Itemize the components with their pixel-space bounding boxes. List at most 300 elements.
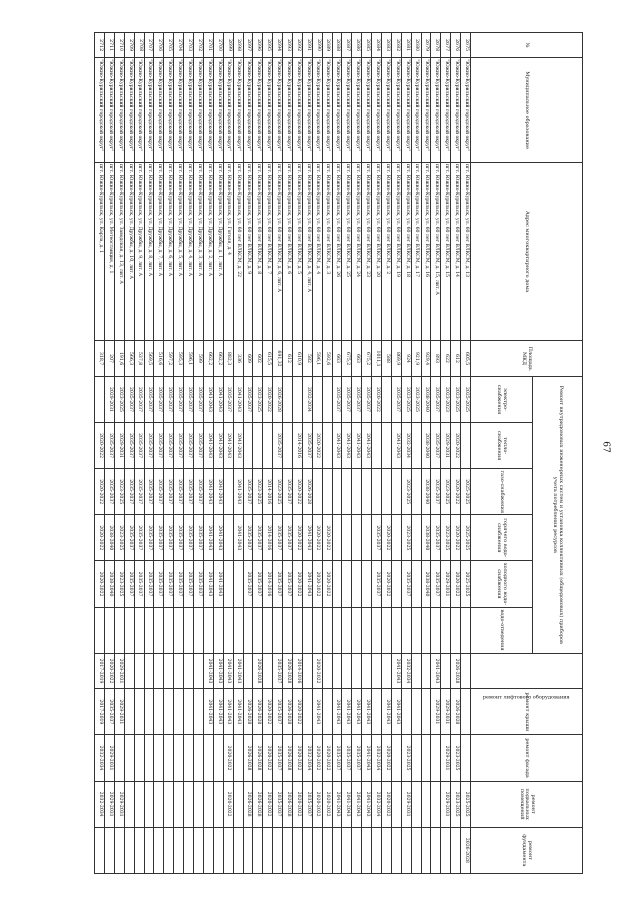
table-cell: 2026-2028 (253, 653, 263, 689)
table-cell (164, 781, 174, 827)
table-cell (124, 607, 134, 653)
table-cell: 2020-2022 (223, 735, 233, 781)
table-row (95, 33, 105, 874)
table-cell: 2026-2028 (243, 735, 253, 781)
table-cell (124, 827, 134, 873)
table-cell (95, 827, 105, 873)
table-cell: 2041-2043 (342, 781, 352, 827)
table-cell: 2025-2025 (461, 561, 471, 607)
table-cell (362, 515, 372, 561)
table-cell (312, 376, 322, 422)
table-cell: "Южно-Курильский городской округ" (223, 58, 233, 163)
table-cell: 2020-2022 (95, 515, 105, 561)
table-cell: 2038-2040 (421, 423, 431, 469)
table-cell: 2035-2037 (194, 469, 204, 515)
table-cell: 2035-2037 (134, 469, 144, 515)
table-cell: 2041-2043 (381, 689, 391, 735)
table-cell: пгт. Южно-Курильск, ул. Дружбы, д. 9, лит. А (134, 163, 144, 341)
table-cell (391, 561, 401, 607)
table-cell (194, 653, 204, 689)
table-cell: 2035-2037 (184, 515, 194, 561)
table-cell (461, 689, 471, 735)
table-cell (342, 827, 352, 873)
table-row (312, 33, 322, 874)
table-cell: 2023-2025 (114, 515, 124, 561)
table-cell (223, 469, 233, 515)
table-cell: 2035-2037 (174, 469, 184, 515)
table-cell (174, 827, 184, 873)
table-cell: "Южно-Курильский городской округ" (253, 58, 263, 163)
table-cell: 2025-2025 (461, 781, 471, 827)
table-cell (164, 689, 174, 735)
table-cell: 2682 (391, 33, 401, 58)
table-cell: 2029-2031 (441, 689, 451, 735)
table-cell: 663 (352, 341, 362, 377)
table-cell: 2023-2025 (451, 376, 461, 422)
header-heat: тепло-снабжения (471, 423, 533, 469)
table-cell: пгт. Южно-Курильск, ул. 60 лет ВЛКСМ, д. 7 (263, 163, 273, 341)
table-cell: 2023-2025 (114, 376, 124, 422)
table-cell: пгт. Южно-Курильск, ул. Метеостанция, д. 1 (105, 163, 115, 341)
table-cell: 2035-2037 (273, 689, 283, 735)
table-cell: 2035-2037 (134, 561, 144, 607)
table-cell: "Южно-Курильский городской округ" (144, 58, 154, 163)
table-cell: 2035-2037 (431, 469, 441, 515)
table-cell (124, 735, 134, 781)
table-cell: 675,2 (342, 341, 352, 377)
table-cell (164, 827, 174, 873)
table-cell (164, 653, 174, 689)
table-cell: 2041-2043 (233, 653, 243, 689)
table-cell: пгт. Южно-Курильск, ул. 60 лет ВЛКСМ, д. 19 (391, 163, 401, 341)
table-cell: 2035-2037 (273, 735, 283, 781)
table-cell: 2035-2037 (273, 515, 283, 561)
table-cell (391, 735, 401, 781)
table-cell: 2703 (184, 33, 194, 58)
table-cell: 2023-2025 (451, 781, 461, 827)
table-cell: 2041-2043 (352, 423, 362, 469)
table-cell: 2026-2028 (253, 781, 263, 827)
table-cell: 2035-2037 (283, 469, 293, 515)
table-cell: "Южно-Курильский городской округ" (362, 58, 372, 163)
table-cell (233, 827, 243, 873)
table-cell (302, 653, 312, 689)
table-cell (441, 607, 451, 653)
table-cell: "Южно-Курильский городской округ" (302, 58, 312, 163)
table-cell: 2023-2025 (451, 735, 461, 781)
table-row (243, 33, 253, 874)
table-cell: 2032-2034 (302, 735, 312, 781)
table-cell: 2035-2037 (164, 515, 174, 561)
table-cell: 2041-2043 (203, 469, 213, 515)
table-cell (174, 653, 184, 689)
table-cell: 2020-2022 (381, 735, 391, 781)
table-cell (381, 827, 391, 873)
table-cell: "Южно-Курильский городской округ" (213, 58, 223, 163)
table-cell (194, 735, 204, 781)
table-cell (352, 469, 362, 515)
table-cell: 2038-2040 (421, 515, 431, 561)
table-cell (174, 781, 184, 827)
table-cell: 2035-2037 (243, 376, 253, 422)
table-row (431, 33, 441, 874)
table-cell: "Южно-Курильский городской округ" (312, 58, 322, 163)
header-address: Адрес многоквартирного дома (471, 163, 583, 341)
table-cell (322, 653, 332, 689)
table-cell: 2029-2031 (401, 781, 411, 827)
table-cell (381, 423, 391, 469)
table-cell: 2035-2037 (431, 376, 441, 422)
table-cell: 2032-2034 (401, 653, 411, 689)
table-cell: 2014-2016 (292, 653, 302, 689)
table-cell (243, 607, 253, 653)
table-cell (184, 827, 194, 873)
table-cell (461, 607, 471, 653)
table-cell (391, 469, 401, 515)
table-cell: 336 (233, 341, 243, 377)
table-cell: 2035-2037 (144, 469, 154, 515)
table-cell: 2693 (283, 33, 293, 58)
table-cell: 2041-2043 (362, 735, 372, 781)
table-cell: 2696 (253, 33, 263, 58)
table-cell (154, 735, 164, 781)
table-cell (263, 423, 273, 469)
table-cell: 2020-2022 (312, 781, 322, 827)
table-cell (312, 469, 322, 515)
table-cell: 2035-2037 (134, 376, 144, 422)
table-cell: "Южно-Курильский городской округ" (174, 58, 184, 163)
table-cell: 2035-2037 (164, 376, 174, 422)
table-cell: 2035-2037 (144, 376, 154, 422)
table-cell: 662,2 (203, 341, 213, 377)
table-row (184, 33, 194, 874)
table-cell: пгт. Южно-Курильск, ул. 60 лет ВЛКСМ, д. 8 (253, 163, 263, 341)
table-row (441, 33, 451, 874)
table-cell: 2032-2034 (95, 781, 105, 827)
table-cell: 2020-2022 (292, 515, 302, 561)
table-cell: 2035-2037 (372, 561, 382, 607)
table-cell: 2035-2037 (342, 735, 352, 781)
table-cell (342, 653, 352, 689)
table-cell: пгт. Южно-Курильск, ул. 60 лет ВЛКСМ, д. 3 (322, 163, 332, 341)
table-cell (302, 689, 312, 735)
table-cell (302, 827, 312, 873)
header-facade: ремонт фасада (471, 735, 583, 781)
table-cell: 615,5 (263, 341, 273, 377)
table-cell: 2032-2034 (95, 735, 105, 781)
table-cell: 2029-2031 (114, 423, 124, 469)
table-cell: 2023-2023 (441, 376, 451, 422)
table-cell: пгт. Южно-Курильск, ул. Дружбы, д. 6, лит. А (164, 163, 174, 341)
table-cell (134, 781, 144, 827)
table-cell: 2025-2025 (461, 376, 471, 422)
table-cell (154, 653, 164, 689)
table-cell: 2025-2025 (461, 515, 471, 561)
table-cell (322, 469, 332, 515)
table-cell: 2035-2037 (431, 423, 441, 469)
table-cell: 2029-2031 (105, 376, 115, 422)
table-cell: 2041-2043 (332, 423, 342, 469)
table-cell: 2689 (322, 33, 332, 58)
table-cell: 2035-2037 (283, 515, 293, 561)
table-cell (421, 827, 431, 873)
table-cell (352, 827, 362, 873)
table-cell (391, 607, 401, 653)
table-cell: пгт. Южно-Курильск, ул. Дружбы, д. 7, лит. А (154, 163, 164, 341)
table-cell: 2020-2022 (451, 469, 461, 515)
table-cell: 2020-2022 (263, 781, 273, 827)
header-repair-networks: Ремонт внутридомовых инженерных систем и установка коллективных (общедомовых) приборов учета потребления ресурсов (533, 376, 583, 653)
page-number: 67 (600, 441, 611, 453)
table-cell: 2035-2037 (391, 376, 401, 422)
table-cell: 2026-2028 (273, 376, 283, 422)
table-cell: "Южно-Курильский городской округ" (273, 58, 283, 163)
table-cell (401, 607, 411, 653)
table-cell (184, 735, 194, 781)
table-cell: пгт. Южно-Курильск, ул. 60 лет ВЛКСМ, д. 15, лит. А (431, 163, 441, 341)
table-cell: 2041-2043 (391, 423, 401, 469)
table-cell: 2029-2031 (114, 781, 124, 827)
table-cell: "Южно-Курильский городской округ" (461, 58, 471, 163)
table-cell: 537,8 (134, 341, 144, 377)
table-cell: 2035-2037 (105, 423, 115, 469)
table-cell (342, 561, 352, 607)
table-cell (203, 735, 213, 781)
table-cell: 2032-2034 (372, 735, 382, 781)
table-cell (362, 653, 372, 689)
table-cell (322, 423, 332, 469)
table-cell (411, 735, 421, 781)
table-cell (283, 423, 293, 469)
table-cell: пгт. Южно-Курильск, ул. Дружбы, д. 5, лит. А (174, 163, 184, 341)
table-cell (411, 607, 421, 653)
table-cell: 2038-2040 (421, 561, 431, 607)
table-cell: 2683 (381, 33, 391, 58)
table-cell (184, 653, 194, 689)
table-cell: 2041-2043 (213, 689, 223, 735)
table-cell: 2035-2037 (105, 689, 115, 735)
header-roof: ремонт крыши (471, 689, 583, 735)
header-hot-water: горячего водо-снабжения (471, 515, 533, 561)
table-row (401, 33, 411, 874)
table-row (223, 33, 233, 874)
table-cell (154, 689, 164, 735)
table-cell (273, 607, 283, 653)
table-cell: пгт. Южно-Курильск, ул. Дружбы, д. 3, лит. А (194, 163, 204, 341)
table-cell: 2020-2022 (292, 469, 302, 515)
table-cell: "Южно-Курильский городской округ" (322, 58, 332, 163)
table-cell (411, 689, 421, 735)
table-cell: 675,2 (362, 341, 372, 377)
table-cell: 2035-2037 (144, 423, 154, 469)
table-row (372, 33, 382, 874)
table-cell: "Южно-Курильский городской округ" (411, 58, 421, 163)
table-cell: 612 (283, 341, 293, 377)
table-cell: 2029-2031 (441, 561, 451, 607)
table-cell: 2020-2022 (322, 561, 332, 607)
table-cell (194, 689, 204, 735)
table-cell: 612 (451, 341, 461, 377)
table-cell (223, 827, 233, 873)
table-cell: 2709 (124, 33, 134, 58)
table-row (322, 33, 332, 874)
table-cell: пгт. Южно-Курильск, ул. 60 лет ВЛКСМ, д. 26 (332, 163, 342, 341)
table-cell: "Южно-Курильский городской округ" (194, 58, 204, 163)
table-cell (144, 735, 154, 781)
table-cell (243, 827, 253, 873)
table-cell: пгт. Южно-Курильск, ул. 60 лет ВЛКСМ, д. 4 (312, 163, 322, 341)
table-cell: 2020-2022 (381, 781, 391, 827)
table-cell: 2032-2034 (302, 376, 312, 422)
table-cell: 2026-2028 (302, 469, 312, 515)
table-cell: 2677 (441, 33, 451, 58)
table-cell (421, 689, 431, 735)
table-row (194, 33, 204, 874)
table-cell: 2035-2037 (154, 423, 164, 469)
table-cell (372, 607, 382, 653)
table-cell (401, 689, 411, 735)
table-cell: 2035-2037 (124, 515, 134, 561)
table-cell (431, 735, 441, 781)
table-cell (263, 653, 273, 689)
table-cell (362, 827, 372, 873)
table-cell (411, 781, 421, 827)
rotated-page (97, 32, 583, 874)
table-cell (203, 827, 213, 873)
table-cell: 2023-2025 (401, 376, 411, 422)
table-cell (134, 653, 144, 689)
table-cell: 2041-2043 (203, 653, 213, 689)
table-cell: 2035-2037 (124, 423, 134, 469)
table-cell: пгт. Южно-Курильск, ул. 60 лет ВЛКСМ, д. 25 (342, 163, 352, 341)
table-cell: 596,1 (312, 341, 322, 377)
table-cell (431, 607, 441, 653)
table-cell: 2041-2043 (223, 423, 233, 469)
table-cell: 2035-2037 (194, 515, 204, 561)
table-cell (411, 423, 421, 469)
table-cell: пгт. Южно-Курильск, ул. 60 лет ВЛКСМ, д. 16 (421, 163, 431, 341)
table-cell (411, 515, 421, 561)
table-cell: 2041-2043 (391, 689, 401, 735)
table-cell: 2041-2043 (223, 689, 233, 735)
table-cell: 2029-2031 (114, 653, 124, 689)
table-cell: пгт. Южно-Курильск, ул. 60 лет ВЛКСМ, д. 9 (243, 163, 253, 341)
table-cell: 2041-2043 (233, 469, 243, 515)
table-cell: 2035-2037 (302, 423, 312, 469)
table-cell: 2712 (95, 33, 105, 58)
table-cell (372, 469, 382, 515)
table-cell (411, 827, 421, 873)
table-cell (421, 735, 431, 781)
table-row (381, 33, 391, 874)
table-cell: 2026-2028 (451, 653, 461, 689)
table-cell: 516,6 (154, 341, 164, 377)
table-cell: 2020-2022 (322, 781, 332, 827)
table-cell: 2035-2037 (124, 561, 134, 607)
table-cell (154, 781, 164, 827)
table-cell (292, 827, 302, 873)
table-cell (381, 653, 391, 689)
table-cell (213, 827, 223, 873)
table-cell: 609 (243, 341, 253, 377)
table-cell: 2041-2043 (213, 561, 223, 607)
table-cell: 2020-2022 (263, 376, 273, 422)
table-cell (352, 653, 362, 689)
table-cell (124, 653, 134, 689)
table-row (273, 33, 283, 874)
header-basement: ремонт подвальных помещений (471, 781, 583, 827)
table-cell: 2020-2022 (292, 561, 302, 607)
table-cell: 2041-2043 (312, 689, 322, 735)
table-cell (114, 607, 124, 653)
table-cell: 2032-2034 (372, 781, 382, 827)
table-cell: 318,7 (95, 341, 105, 377)
table-cell (114, 735, 124, 781)
table-cell: 663 (332, 341, 342, 377)
table-cell: 2014-2016 (292, 423, 302, 469)
table-cell (105, 607, 115, 653)
table-cell: "Южно-Курильский городской округ" (243, 58, 253, 163)
table-cell: 599 (194, 341, 204, 377)
table-cell: 2041-2043 (203, 561, 213, 607)
table-cell: пгт. Южно-Курильск, ул. 60 лет ВЛКСМ, д. 4, лит. А (302, 163, 312, 341)
table-cell: 2023-2025 (441, 515, 451, 561)
table-cell: 2020-2022 (322, 735, 332, 781)
table-cell: 2020-2022 (312, 423, 322, 469)
table-cell: пгт. Южно-Курильск, ул. 60 лет ВЛКСМ, д. 2 (381, 163, 391, 341)
table-row (391, 33, 401, 874)
table-cell: 566,3 (124, 341, 134, 377)
table-cell: "Южно-Курильский городской округ" (391, 58, 401, 163)
table-cell: 2026-2028 (451, 689, 461, 735)
table-cell (411, 653, 421, 689)
table-cell: 2035-2037 (124, 376, 134, 422)
table-cell (144, 653, 154, 689)
table-cell: 2041-2043 (391, 653, 401, 689)
table-cell: 2035-2037 (144, 515, 154, 561)
table-cell: 2035-2037 (194, 376, 204, 422)
table-cell: 2035-2037 (184, 469, 194, 515)
table-cell: 2029-2031 (114, 689, 124, 735)
table-cell: 2023-2025 (114, 469, 124, 515)
header-municipality: Муниципальное образование (471, 58, 583, 163)
table-cell (134, 607, 144, 653)
table-cell: 882,3 (223, 341, 233, 377)
table-cell: "Южно-Курильский городской округ" (372, 58, 382, 163)
table-cell: 569,5 (144, 341, 154, 377)
table-cell: 2041-2043 (223, 653, 233, 689)
table-cell: 2020-2022 (292, 689, 302, 735)
table-cell: "Южно-Курильский городской округ" (451, 58, 461, 163)
table-cell: 2026-2028 (461, 827, 471, 873)
table-cell: пгт. Южно-Курильск, ул. 60 лет ВЛКСМ, д. 17 (411, 163, 421, 341)
table-cell (144, 827, 154, 873)
table-cell: 2026-2028 (283, 689, 293, 735)
table-cell: 596,1 (184, 341, 194, 377)
table-cell: 2035-2037 (273, 561, 283, 607)
table-cell: 2697 (243, 33, 253, 58)
table-cell (322, 376, 332, 422)
table-cell: 2020-2022 (105, 653, 115, 689)
table-cell (332, 561, 342, 607)
table-cell: 2026-2028 (253, 689, 263, 735)
table-cell: 2705 (164, 33, 174, 58)
table-cell (154, 827, 164, 873)
table-cell: 2035-2037 (194, 561, 204, 607)
table-cell (421, 781, 431, 827)
table-cell: 588 (381, 341, 391, 377)
table-cell: 2035-2037 (134, 515, 144, 561)
